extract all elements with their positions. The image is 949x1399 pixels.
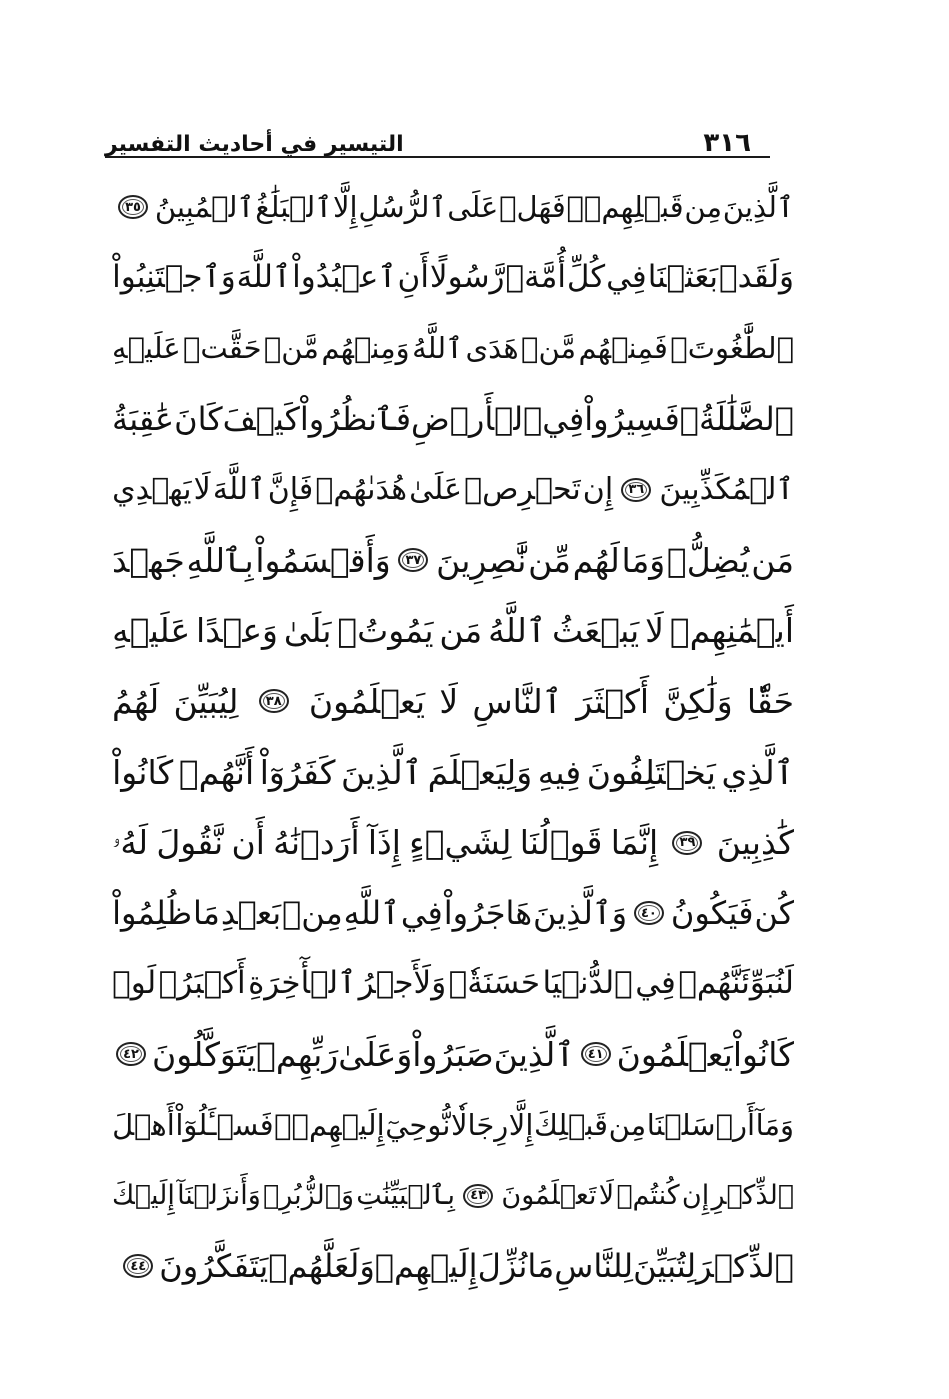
ayah-number-marker: ٤٠ (634, 901, 664, 925)
verse-word: مِّن (528, 540, 571, 580)
verse-word: ٱلۡأَرۡضِ (411, 400, 543, 439)
verse-line (112, 1090, 794, 1161)
verse-word: عَلَى (447, 189, 499, 224)
verse-line (112, 1231, 794, 1302)
verse-word: أَكۡثَرَ (576, 681, 650, 721)
verse-word: حَقّٗا (746, 681, 794, 721)
verse-line (112, 1019, 794, 1090)
verse-word: أَن (231, 823, 265, 863)
verse-word: مَا (193, 894, 220, 933)
verse-word: نُّوحِيٓ (385, 1107, 451, 1142)
verse-word: ٱلۡمُكَذِّبِينَ (659, 471, 794, 507)
verse-word: ٱللَّهَ (212, 471, 266, 507)
verse-word: عَلَيۡهِ (112, 611, 191, 651)
verse-line (112, 525, 794, 596)
verse-word: إِن (681, 1180, 710, 1212)
verse-word: مَا (527, 1247, 555, 1286)
verse-word: يَتَوَكَّلُونَ (152, 1034, 257, 1074)
verse-word: لَا (598, 1180, 615, 1212)
verse-word: أَرَدۡنَٰهُ (273, 823, 360, 863)
verse-word: ٱللَّهَ (236, 259, 292, 296)
verse-word: إِلَيۡهِمۡ (374, 1247, 478, 1286)
verse-word: كَيۡفَ (222, 400, 300, 439)
verse-word: ٱلطَّٰغُوتَۖ (670, 330, 794, 365)
verse-word: إِنَّمَا (610, 823, 659, 863)
verse-word: قَبۡلِهِمۡۚ (566, 189, 684, 224)
verse-word: مَن (751, 540, 794, 580)
verse-word: تَعۡلَمُونَ (501, 1180, 597, 1212)
verse-word: فِي (606, 259, 647, 296)
ayah-number-marker: ٤١ (581, 1042, 611, 1066)
verse-word: كَانَ (174, 400, 223, 439)
verse-word: وَلَقَدۡ (719, 259, 794, 296)
verse-word: لَا (193, 471, 211, 507)
verse-word: إِلَّا (333, 189, 358, 224)
verse-line (112, 596, 794, 667)
verse-word: وَلَعَلَّهُمۡ (268, 1247, 375, 1286)
verse-word: كُن (754, 894, 794, 933)
ayah-number-marker: ٣٥ (118, 195, 148, 219)
quran-text-block (112, 172, 794, 1302)
verse-word: وَلَأَجۡرُ (358, 965, 447, 1002)
verse-word: أَهۡلَ (112, 1107, 175, 1142)
verse-word: مِن (608, 1107, 647, 1142)
verse-word: وَٱلزُّبُرِۗ (263, 1180, 355, 1212)
page-number: ٣١٦ (703, 128, 751, 158)
verse-word: عَلَىٰ (409, 471, 463, 507)
verse-word: تَحۡرِصۡ (464, 471, 581, 507)
verse-word: لَهُم (572, 540, 620, 580)
verse-word: وَٱجۡتَنِبُواْ (112, 259, 236, 296)
verse-word: إِلَيۡهِمۡۚ (274, 1107, 385, 1142)
verse-word: كَانُواْ (112, 752, 174, 792)
verse-word: أُمَّةٖ (505, 259, 566, 296)
verse-word: ظُلِمُواْ (112, 894, 193, 933)
verse-word: رِجَالٗا (450, 1107, 509, 1142)
verse-word: فَسِيرُواْ (584, 400, 680, 439)
verse-word: ٱلَّذِينَ (722, 189, 794, 224)
verse-word: صَبَرُواْ (412, 1034, 494, 1074)
verse-word: يَهۡدِي (112, 471, 192, 507)
verse-word: فِيهِ (537, 752, 582, 792)
verse-word: ٱلۡمُبِينُ (154, 189, 255, 224)
verse-word: فَيَكُونُ (670, 894, 754, 933)
verse-word: بِٱللَّهِ (186, 540, 254, 580)
verse-word: ٱعۡبُدُواْ (292, 259, 397, 296)
verse-word: كَٰذِبِينَ (716, 823, 794, 863)
verse-word: إِلَيۡكَ (112, 1180, 175, 1212)
verse-word: قَبۡلِكَ (533, 1107, 609, 1142)
verse-word: مَّنۡ (521, 330, 577, 365)
verse-word: بَعَثۡنَا (647, 259, 719, 296)
verse-word: وَٱلَّذِينَ (533, 894, 628, 933)
verse-word: هَاجَرُواْ (443, 894, 533, 933)
verse-word: لِلنَّاسِ (554, 1247, 634, 1286)
verse-word: وَمَا (621, 540, 666, 580)
verse-word: ٱلۡبَلَٰغُ (255, 189, 333, 224)
verse-word: يَعۡلَمُونَ (308, 681, 426, 721)
verse-line (112, 666, 794, 737)
ayah-number-marker: ٤٤ (123, 1254, 153, 1278)
verse-word: فِي (400, 894, 443, 933)
verse-word: رَبِّهِمۡ (256, 1034, 339, 1074)
verse-word: ٱلدُّنۡيَا (542, 965, 633, 1002)
ayah-number-marker: ٣٩ (672, 831, 702, 855)
verse-line (112, 807, 794, 878)
ayah-number-marker: ٣٧ (398, 548, 428, 572)
verse-word: وَمِنۡهُم (321, 330, 410, 365)
verse-line (112, 384, 794, 455)
verse-word: عَٰقِبَةُ (112, 400, 175, 439)
verse-word: يُضِلُّۖ (666, 540, 750, 580)
verse-word: بَعۡدِ (220, 894, 282, 933)
verse-line (112, 1160, 794, 1231)
verse-word: ٱللَّهُ (488, 611, 547, 651)
verse-word: أَنَّهُمۡ (178, 752, 255, 792)
verse-word: فَهَلۡ (499, 189, 566, 224)
verse-word: ٱلضَّلَٰلَةُۚ (679, 400, 794, 439)
verse-word: نَّقُولَ (156, 823, 224, 863)
verse-word: لِشَيۡءٍ (409, 823, 512, 863)
verse-word: لَا (645, 611, 664, 651)
verse-word: بَلَىٰ (283, 611, 332, 651)
verse-word: نُزِّلَ (477, 1247, 528, 1286)
verse-word: رَّسُولًا (429, 259, 505, 296)
verse-word: ٱلَّذِي (721, 752, 794, 792)
verse-word: وَأَقۡسَمُواْ (255, 540, 391, 580)
verse-word: وَعَلَىٰ (338, 1034, 413, 1074)
verse-word: لِيُبَيِّنَ (173, 681, 239, 721)
verse-word: لَوۡ (112, 965, 157, 1002)
verse-word: يَخۡتَلِفُونَ (586, 752, 716, 792)
verse-word: يَبۡعَثُ (551, 611, 640, 651)
ayah-number-marker: ٣٦ (621, 478, 651, 502)
verse-word: وَلِيَعۡلَمَ (427, 752, 533, 792)
verse-word: بِٱلۡبَيِّنَٰتِ (356, 1180, 455, 1212)
ayah-number-marker: ٤٢ (116, 1042, 146, 1066)
verse-word: يَتَفَكَّرُونَ (159, 1247, 269, 1286)
verse-line (112, 737, 794, 808)
verse-word: وَعۡدًا (196, 611, 278, 651)
verse-word: قَوۡلُنَا (519, 823, 603, 863)
verse-word: مَّنۡ (263, 330, 319, 365)
verse-word: فَإِنَّ (267, 471, 314, 507)
verse-word: ٱلرُّسُلِ (358, 189, 447, 224)
verse-word: ٱلَّذِينَ (493, 1034, 575, 1074)
verse-word: فَمِنۡهُم (578, 330, 668, 365)
ayah-number-marker: ٤٣ (463, 1184, 493, 1208)
verse-word: أَيۡمَٰنِهِمۡ (669, 611, 794, 651)
verse-word: كَفَرُوٓاْ (259, 752, 336, 792)
verse-word: لَنُبَوِّئَنَّهُمۡ (678, 965, 794, 1002)
book-title: التيسير في أحاديث التفسير (105, 132, 404, 157)
verse-word: هُدَىٰهُمۡ (315, 471, 408, 507)
verse-word: لِتُبَيِّنَ (633, 1247, 697, 1286)
verse-word: لَهُۥ (112, 823, 149, 863)
verse-word: مِن (684, 189, 723, 224)
verse-word: أَكۡبَرُۚ (158, 965, 246, 1002)
verse-word: حَسَنَةٗۖ (448, 965, 541, 1002)
verse-word: إِذَآ (367, 823, 401, 863)
verse-line (112, 313, 794, 384)
verse-word: ٱللَّهُ (412, 330, 464, 365)
verse-line (112, 172, 794, 243)
verse-word: فِي (542, 400, 585, 439)
verse-word: وَأَنزَلۡنَآ (177, 1180, 261, 1212)
verse-word: أَنِ (397, 259, 429, 296)
verse-word: ٱلنَّاسِ (472, 681, 563, 721)
verse-word: مِنۢ (282, 894, 343, 933)
verse-word: ٱلۡأٓخِرَةِ (248, 965, 357, 1002)
verse-word: مَن (439, 611, 483, 651)
verse-word: هَدَى (465, 330, 519, 365)
verse-word: ٱلذِّكۡرِ (711, 1180, 794, 1212)
verse-word: ٱلَّذِينَ (341, 752, 423, 792)
verse-word: نَّٰصِرِينَ (436, 540, 527, 580)
verse-word: لَهُمُ (112, 681, 160, 721)
verse-word: لَا (439, 681, 459, 721)
verse-word: إِن (582, 471, 614, 507)
verse-word: أَرۡسَلۡنَا (646, 1107, 756, 1142)
verse-line (112, 454, 794, 525)
verse-line (112, 878, 794, 949)
verse-word: عَلَيۡهِ (112, 330, 181, 365)
verse-word: ٱللَّهِ (343, 894, 400, 933)
verse-word: كُلِّ (566, 259, 606, 296)
verse-word: وَمَآ (755, 1107, 794, 1142)
verse-word: كُنتُمۡ (616, 1180, 680, 1212)
verse-word: كَانُواْ (732, 1034, 794, 1074)
header-rule (105, 156, 770, 158)
page-header (105, 118, 767, 156)
ayah-number-marker: ٣٨ (259, 689, 289, 713)
verse-word: ٱلذِّكۡرَ (696, 1247, 794, 1286)
verse-word: يَمُوتُۚ (337, 611, 434, 651)
verse-word: فِي (635, 965, 676, 1002)
verse-line (112, 243, 794, 314)
verse-word: إِلَّا (508, 1107, 534, 1142)
verse-word: وَلَٰكِنَّ (663, 681, 733, 721)
verse-word: فَسۡـَٔلُوٓاْ (175, 1107, 274, 1142)
verse-word: جَهۡدَ (112, 540, 185, 580)
verse-word: حَقَّتۡ (183, 330, 262, 365)
verse-word: يَعۡلَمُونَ (616, 1034, 733, 1074)
verse-line (112, 949, 794, 1020)
verse-word: فَٱنظُرُواْ (299, 400, 412, 439)
